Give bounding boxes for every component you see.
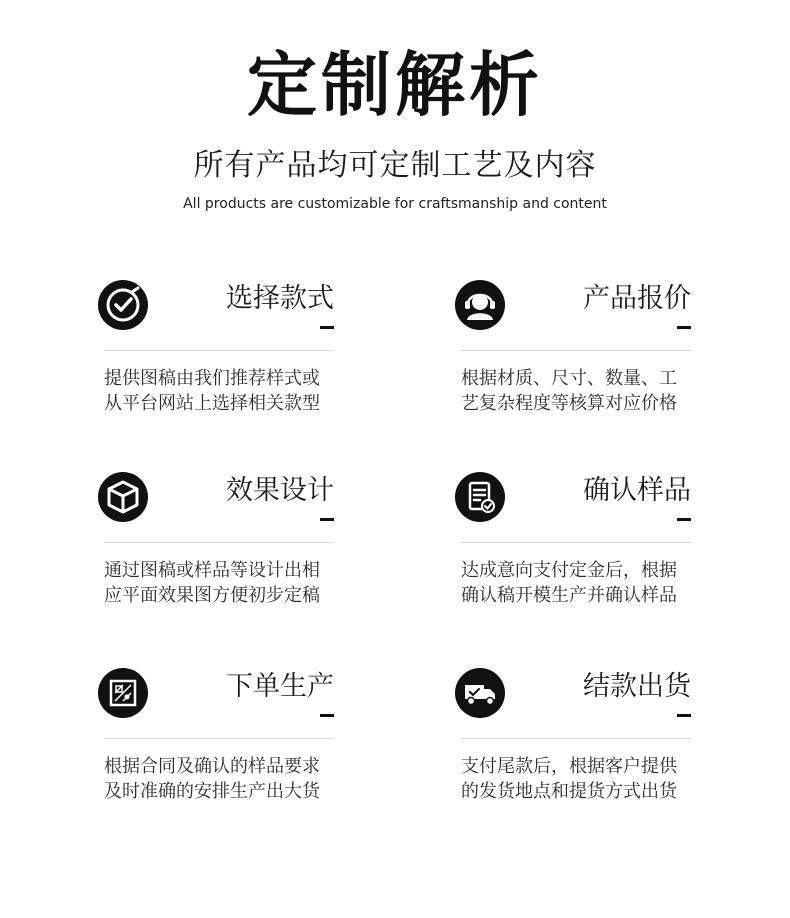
description-line: 支付尾款后，根据客户提供 — [461, 756, 677, 777]
heading-dash — [320, 518, 334, 521]
step-description — [104, 754, 344, 804]
step-heading: 效果设计 — [226, 475, 334, 506]
delivery-truck-icon — [455, 668, 505, 718]
divider — [104, 738, 334, 739]
description-line: 应平面效果图方便初步定稿 — [104, 585, 320, 606]
step-heading: 下单生产 — [226, 671, 334, 702]
step-description — [461, 754, 701, 804]
description-line: 通过图稿或样品等设计出相 — [104, 560, 320, 581]
divider — [104, 542, 334, 543]
cube-icon — [98, 472, 148, 522]
description-line: 根据材质、尺寸、数量、工 — [461, 368, 677, 389]
description-line: 提供图稿由我们推荐样式或 — [104, 368, 320, 389]
step-heading: 选择款式 — [226, 283, 334, 314]
page-subtitle-english: All products are customizable for craftsmanship and content — [183, 196, 607, 212]
description-line: 确认稿开模生产并确认样品 — [461, 585, 677, 606]
step-card-select-style — [104, 280, 334, 425]
divider — [104, 350, 334, 351]
step-heading: 结款出货 — [583, 671, 691, 702]
description-line: 及时准确的安排生产出大货 — [104, 781, 320, 802]
step-card-design — [104, 472, 334, 617]
step-card-shipment — [461, 668, 691, 813]
step-card-quote — [461, 280, 691, 425]
step-heading: 确认样品 — [583, 475, 691, 506]
page-title: 定制解析 — [247, 44, 543, 126]
customer-service-icon — [455, 280, 505, 330]
divider — [461, 350, 691, 351]
description-line: 达成意向支付定金后，根据 — [461, 560, 677, 581]
step-heading: 产品报价 — [583, 283, 691, 314]
step-card-confirm-sample — [461, 472, 691, 617]
divider — [461, 542, 691, 543]
heading-dash — [320, 326, 334, 329]
step-card-production — [104, 668, 334, 813]
step-description — [461, 366, 701, 416]
description-line: 艺复杂程度等核算对应价格 — [461, 393, 677, 414]
description-line: 的发货地点和提货方式出货 — [461, 781, 677, 802]
heading-dash — [677, 714, 691, 717]
heading-dash — [677, 518, 691, 521]
blueprint-icon — [98, 668, 148, 718]
description-line: 从平台网站上选择相关款型 — [104, 393, 320, 414]
step-description — [461, 558, 701, 608]
step-description — [104, 558, 344, 608]
heading-dash — [677, 326, 691, 329]
document-check-icon — [455, 472, 505, 522]
heading-dash — [320, 714, 334, 717]
page-subtitle: 所有产品均可定制工艺及内容 — [193, 148, 597, 183]
divider — [461, 738, 691, 739]
step-description — [104, 366, 344, 416]
description-line: 根据合同及确认的样品要求 — [104, 756, 320, 777]
check-circle-icon — [98, 280, 148, 330]
